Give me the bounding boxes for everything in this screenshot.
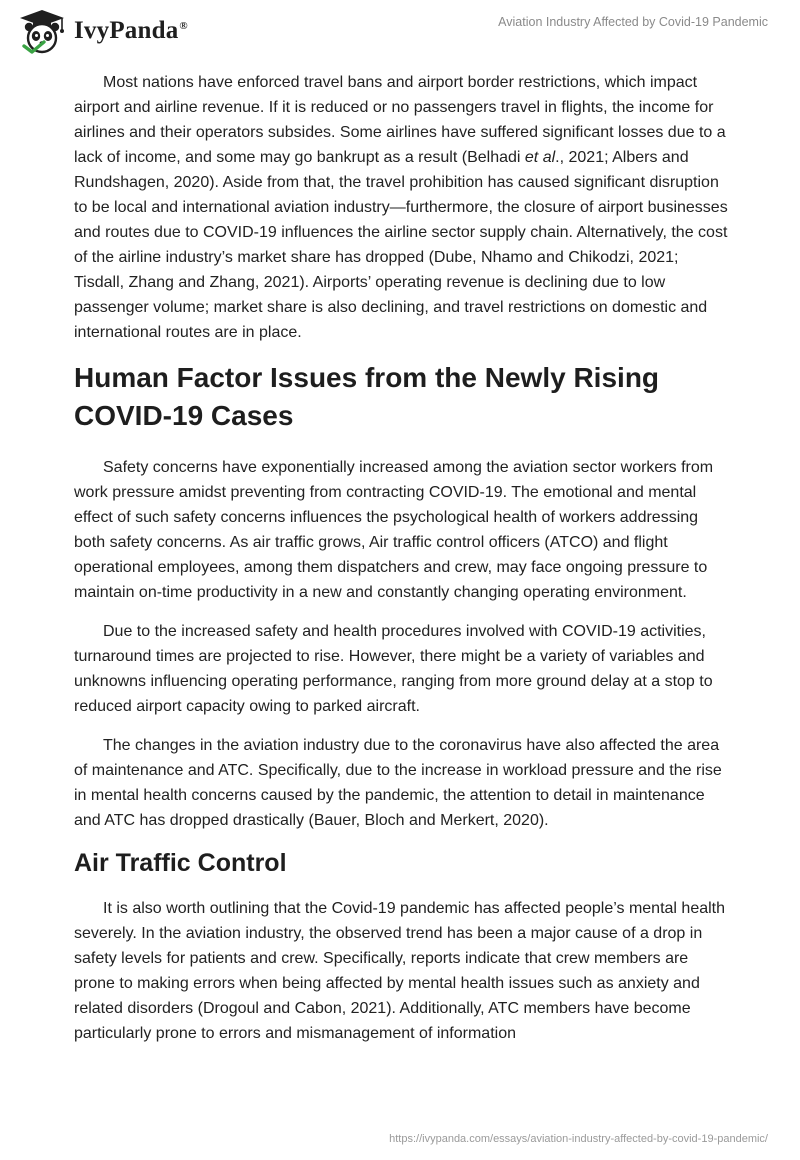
paragraph-2: Safety concerns have exponentially increased among the aviation sector workers from work pressure amidst preventing from contracting COVID-19. The emotional and mental effect of such safety concerns influences the psychological health of workers addressing both safety concerns. As air traffic grows, Air traffic control officers (ATCO) and flight operational employees, among them dispatchers and crew, may face ongoing pressure to maintain on-time productivity in a new and constantly changing operating environment. [74,459,714,601]
brand-logo[interactable] [14,8,188,54]
paragraph-1: Most nations have enforced travel bans and airport border restrictions, which impact airport and airline revenue. If it is reduced or no passengers travel in flights, the income for airlines and their operators subsides. Some airlines have suffered significant losses due to a lack of income, and some may go bankrupt as a result (Belhadi et al., 2021; Albers and Rundshagen, 2020). Aside from that, the travel prohibition has caused significant disruption to be local and international aviation industry—furthermore, the closure of airport businesses and routes due to COVID-19 influences the airline sector supply chain. Alternatively, the cost of the airline industry’s market share has dropped (Dube, Nhamo and Chikodzi, 2021; Tisdall, Zhang and Zhang, 2021). Airports’ operating revenue is declining due to low passenger volume; market share is also declining, and travel restrictions on domestic and international routes are in place. [74,74,728,341]
paragraph-4: The changes in the aviation industry due to the coronavirus have also affected the area of maintenance and ATC. Specifically, due to the increase in workload pressure and the rise in mental health concerns caused by the pandemic, the attention to detail in maintenance and ATC has dropped drastically (Bauer, Bloch and Merkert, 2020). [74,737,722,829]
essay-body [74,70,730,1060]
section-heading-air-traffic-control: Air Traffic Control [74,849,287,877]
paragraph-5: It is also worth outlining that the Covid-19 pandemic has affected people’s mental health severely. In the aviation industry, the observed trend has been a major cause of a drop in safety levels for patients and crew. Specifically, reports indicate that crew members are prone to making errors when being affected by mental health issues such as anxiety and related disorders (Drogoul and Cabon, 2021). Additionally, ATC members have become particularly prone to errors and mismanagement of information [74,900,726,1042]
brand-name: IvyPanda® [74,17,188,44]
section-heading-human-factor: Human Factor Issues from the Newly Rising COVID-19 Cases [74,362,660,431]
footer-url[interactable]: https://ivypanda.com/essays/aviation-industry-affected-by-covid-19-pandemic/ [389,1133,768,1145]
page-header [0,0,800,64]
running-title: Aviation Industry Affected by Covid-19 Pandemic [498,15,768,29]
paragraph-3: Due to the increased safety and health procedures involved with COVID-19 activities, turnaround times are projected to rise. However, there might be a variety of variables and unknowns influencing operating performance, ranging from more ground delay at a stop to reduced airport capacity owing to parked aircraft. [74,623,713,715]
panda-logo-icon [14,8,70,54]
